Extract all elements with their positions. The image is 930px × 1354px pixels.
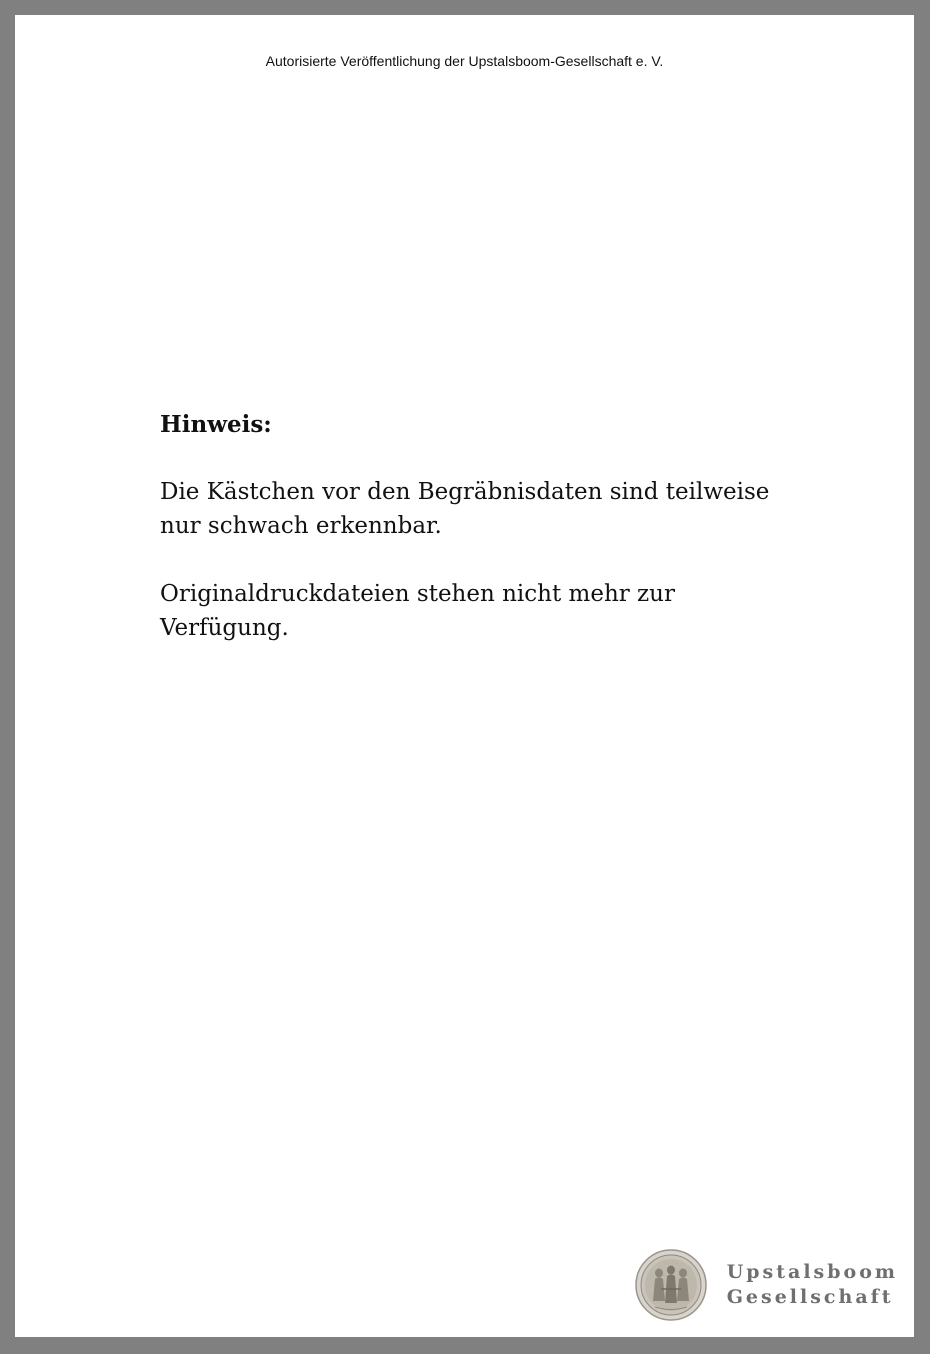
publication-header: Autorisierte Veröffentlichung der Upstalsboom-Gesellschaft e. V.: [265, 53, 664, 69]
note-paragraph-1: Die Kästchen vor den Begräbnisdaten sind teilweise nur schwach erkennbar.: [160, 478, 770, 539]
society-wordmark: [727, 1260, 898, 1310]
note-title: Hinweis:: [160, 411, 272, 438]
document-page: [15, 15, 914, 1337]
note-paragraph-2: Originaldruckdateien stehen nicht mehr zur Verfügung.: [160, 580, 675, 641]
society-wordmark-line2: Gesellschaft: [726, 1286, 894, 1308]
society-wordmark-line1: Upstalsboom: [726, 1261, 898, 1283]
society-logo: [635, 1249, 898, 1321]
note-section: [160, 411, 810, 679]
society-seal-icon: [635, 1249, 707, 1321]
